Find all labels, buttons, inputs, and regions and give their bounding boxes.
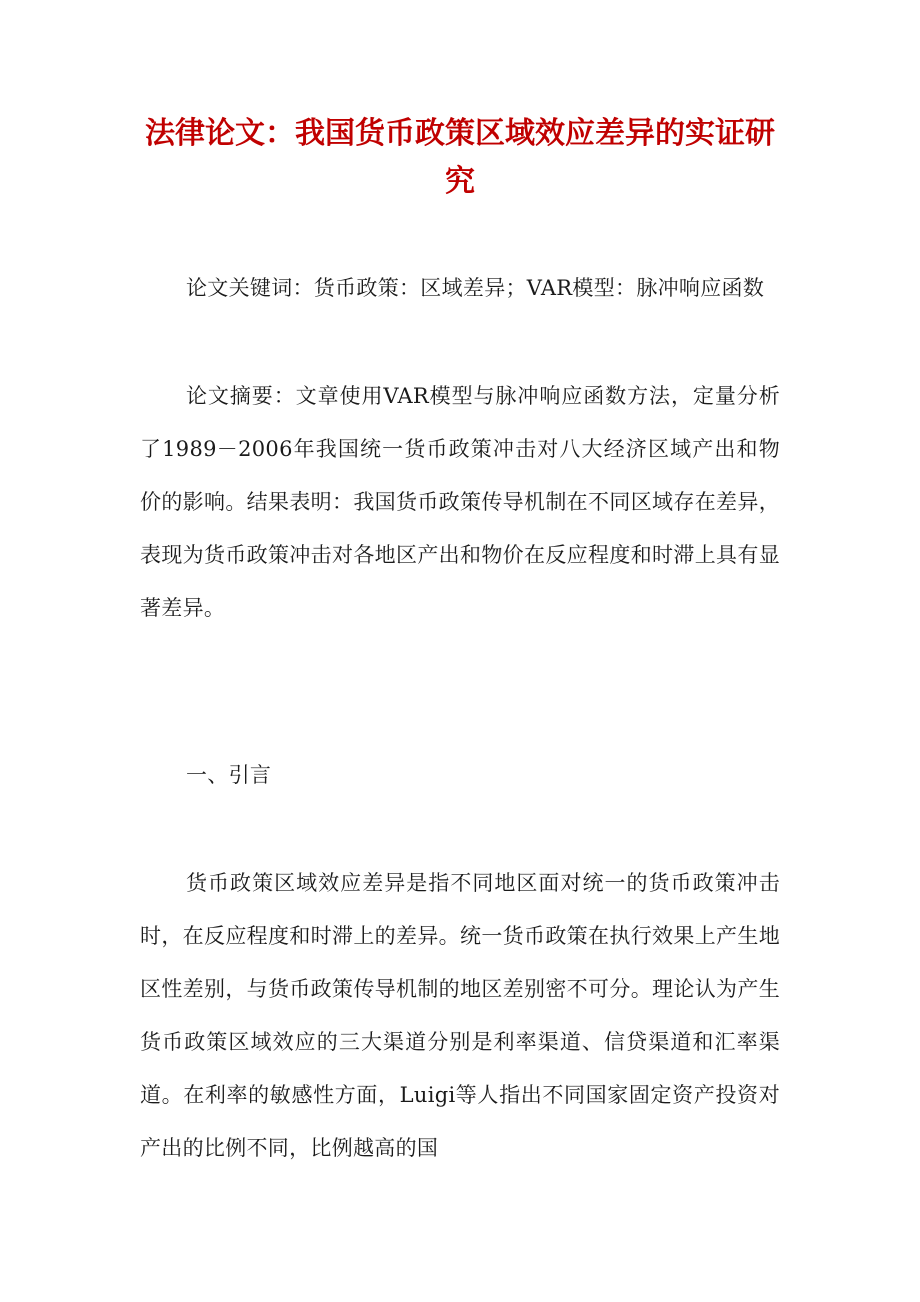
section-heading: 一、引言 bbox=[186, 763, 272, 787]
body-paragraph: 货币政策区域效应差异是指不同地区面对统一的货币政策冲击时，在反应程度和时滞上的差异。统一货币政策在执行效果上产生地区性差别，与货币政策传导机制的地区差别密不可分。理论认为产生货币政策区域效应的三大渠道分别是利率渠道、信贷渠道和汇率渠道。在利率的敏感性方面，Luigi等人指出不同国家固定资产投资对产出的比例不同，比例越高的国 bbox=[140, 871, 780, 1160]
abstract-paragraph: 论文摘要：文章使用VAR模型与脉冲响应函数方法，定量分析了1989－2006年我国统一货币政策冲击对八大经济区域产出和物价的影响。结果表明：我国货币政策传导机制在不同区域存在差异，表现为货币政策冲击对各地区产出和物价在反应程度和时滞上具有显著差异。 bbox=[140, 384, 780, 620]
page-title: 法律论文：我国货币政策区域效应差异的实证研究 bbox=[145, 116, 775, 199]
keywords-paragraph: 论文关键词：货币政策：区域差异；VAR模型：脉冲响应函数 bbox=[186, 276, 765, 300]
